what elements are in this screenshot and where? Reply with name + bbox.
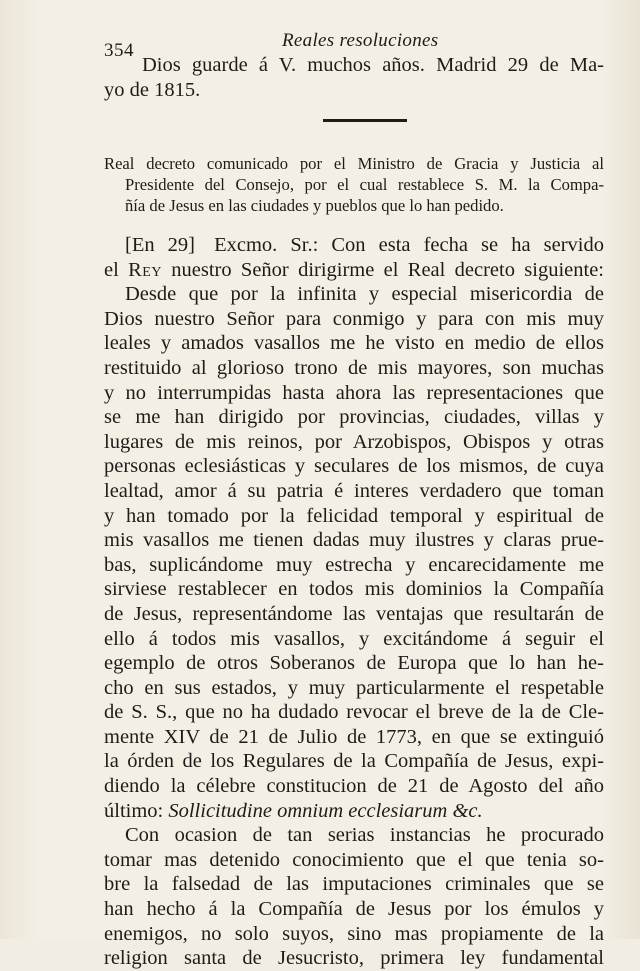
body-line: egemplo de otros Soberanos de Europa que lo han he- [104,652,604,675]
body-line-citation [104,799,604,824]
body-line: sirviese restablecer en todos mis dominios la Compañía [104,578,604,601]
body-line: enemigos, no solo suyos, sino mas propiamente de la [104,922,604,945]
body-line: mente XIV de 21 de Julio de 1773, en que se extinguió [104,725,604,748]
body-line: lealtad, amor á su patria é interes verdadero que toman [104,479,604,502]
summary-line-3: ñía de Jesus en las ciudades y pueblos que lo han pedido. [125,196,504,215]
page-number: 354 [104,40,134,61]
citation-italic: Sollicitudine omnium ecclesiarum &c. [168,799,483,822]
body-line: ello á todos mis vasallos, y excitándome á seguir el [104,627,604,650]
body-line-date [104,233,604,258]
summary-line-2: Presidente del Consejo, por el cual restablece S. M. la Compa- [125,175,604,194]
body-line: mis vasallos me tienen dadas muy ilustres y claras prue- [104,529,604,552]
body-line: leales y amados vasallos me he visto en medio de ellos [104,332,604,355]
body-line: bre la falsedad de las imputaciones criminales que se [104,873,604,896]
body-line: de S. S., que no ha dudado revocar el breve de la de Cle- [104,701,604,724]
body-line: han hecho á la Compañía de Jesus por los émulos y [104,898,604,921]
body-line: tomar mas detenido conocimiento que el que tenia so- [104,848,604,871]
body-line: de Jesus, representándome las ventajas que resultarán de [104,602,604,625]
summary-line-1: Real decreto comunicado por el Ministro de Gracia y Justicia al [104,154,604,173]
body-line: religion santa de Jesucristo, primera ley fundamental [104,947,604,970]
decree-body [104,233,604,971]
body-line-2 [104,258,604,283]
closing-paragraph [104,53,604,102]
body-line: y no interrumpidas hasta ahora las representaciones que [104,381,604,404]
body-line: lugares de mis reinos, por Arzobispos, Obispos y otras [104,430,604,453]
running-title: Reales resoluciones [282,30,439,51]
section-divider [323,119,407,122]
closing-line-1: Dios guarde á V. muchos años. Madrid 29 de Ma- [142,54,604,76]
body-line: se me han dirigido por provincias, ciudades, villas y [104,406,604,429]
body-line-2-post: nuestro Señor dirigirme el Real decreto siguiente: [171,258,604,281]
closing-line-2: yo de 1815. [104,78,201,101]
body-line: Desde que por la infinita y especial misericordia de [125,283,604,306]
body-line: y han tomado por la felicidad temporal y espiritual de [104,504,604,527]
decree-summary [104,153,604,216]
body-line: personas eclesiásticas y seculares de los mismos, de cuya [104,455,604,478]
body-line: bas, suplicándome muy estrecha y encarecidamente me [104,553,604,576]
date-marginal: [En 29] [125,234,196,256]
body-line-2-pre: el [104,258,119,281]
body-line: Dios nuestro Señor para conmigo y para con mis muy [104,307,604,330]
citation-pre: último: [104,799,164,822]
rey-smallcaps: Rey [128,258,162,281]
body-line: Con ocasion de tan serias instancias he procurado [125,824,604,847]
body-line: diendo la célebre constitucion de 21 de Agosto del año [104,775,604,798]
body-line: la órden de los Regulares de la Compañía de Jesus, expi- [104,750,604,773]
body-line: restituido al glorioso trono de mis mayores, son muchas [104,356,604,379]
body-line: cho en sus estados, y muy particularmente el respetable [104,676,604,699]
body-line-1-text: Excmo. Sr.: Con esta fecha se ha servido [214,234,604,256]
